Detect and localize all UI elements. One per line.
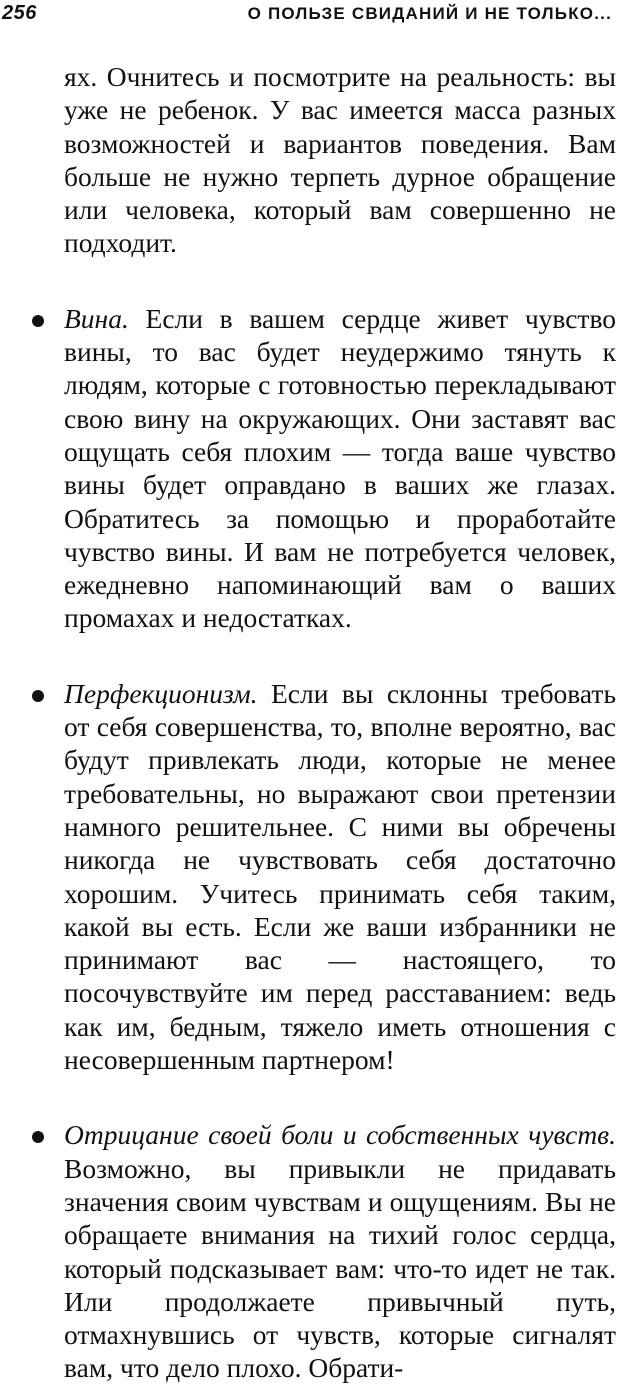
item-term: Отрицание своей боли и собственных чувств. <box>64 1119 616 1151</box>
bullet-icon <box>32 315 44 327</box>
intro-paragraph: ях. Очнитесь и посмотрите на реальность: вы уже не ребенок. У вас имеется масса разных возможностей и вариантов поведения. Вам больше не нужно терпеть дурное обращение или человека, который вам совершенно не подходит. <box>64 61 616 259</box>
item-term: Перфекционизм. <box>64 677 258 709</box>
item-term: Вина. <box>64 302 129 334</box>
item-text: Возможно, вы привыкли не придавать значения своим чувствам и ощущениям. Вы не обращаете внимания на тихий голос сердца, который подсказывает вам: что-то идет не так. Или продолжаете привычный путь, отмахнувшись от чувств, которые сигналят вам, что дело плохо. Обрати- <box>64 1152 616 1384</box>
item-text: Если в вашем сердце живет чувство вины, то вас будет неудержимо тянуть к людям, которые с готовностью перекладывают свою вину на окружающих. Они заставят вас ощущать себя плохим — тогда ваше чувство вины будет оправдано в ваших же глазах. Обратитесь за помощью и проработайте чувство вины. И вам не потребуется человек, ежедневно напоминающий вам о ваших промахах и недостатках. <box>64 302 616 634</box>
list-item-guilt <box>64 302 616 635</box>
running-head: О ПОЛЬЗЕ СВИДАНИЙ И НЕ ТОЛЬКО... <box>247 4 612 23</box>
item-text: Если вы склонны требовать от себя совершенства, то, вполне вероятно, вас будут привлекать люди, которые не менее требовательны, но выражают свои претензии намного решительнее. С ними вы обречены никогда не чувствовать себя достаточно хорошим. Учитесь принимать себя таким, какой вы есть. Если же ваши избранники не принимают вас — настоящего, то посочувствуйте им перед расставанием: ведь как им, бедным, тяжело иметь отношения с несовершенным партнером! <box>64 677 616 1076</box>
page-number: 256 <box>2 2 37 24</box>
bullet-icon <box>32 690 44 702</box>
paragraph-gap <box>64 260 616 302</box>
paragraph-gap <box>64 1076 616 1118</box>
page-header <box>0 0 620 30</box>
paragraph-gap <box>64 635 616 677</box>
list-item-perfectionism <box>64 677 616 1077</box>
list-item-denial <box>64 1118 616 1384</box>
body-text <box>64 60 616 1385</box>
bullet-icon <box>32 1131 44 1143</box>
